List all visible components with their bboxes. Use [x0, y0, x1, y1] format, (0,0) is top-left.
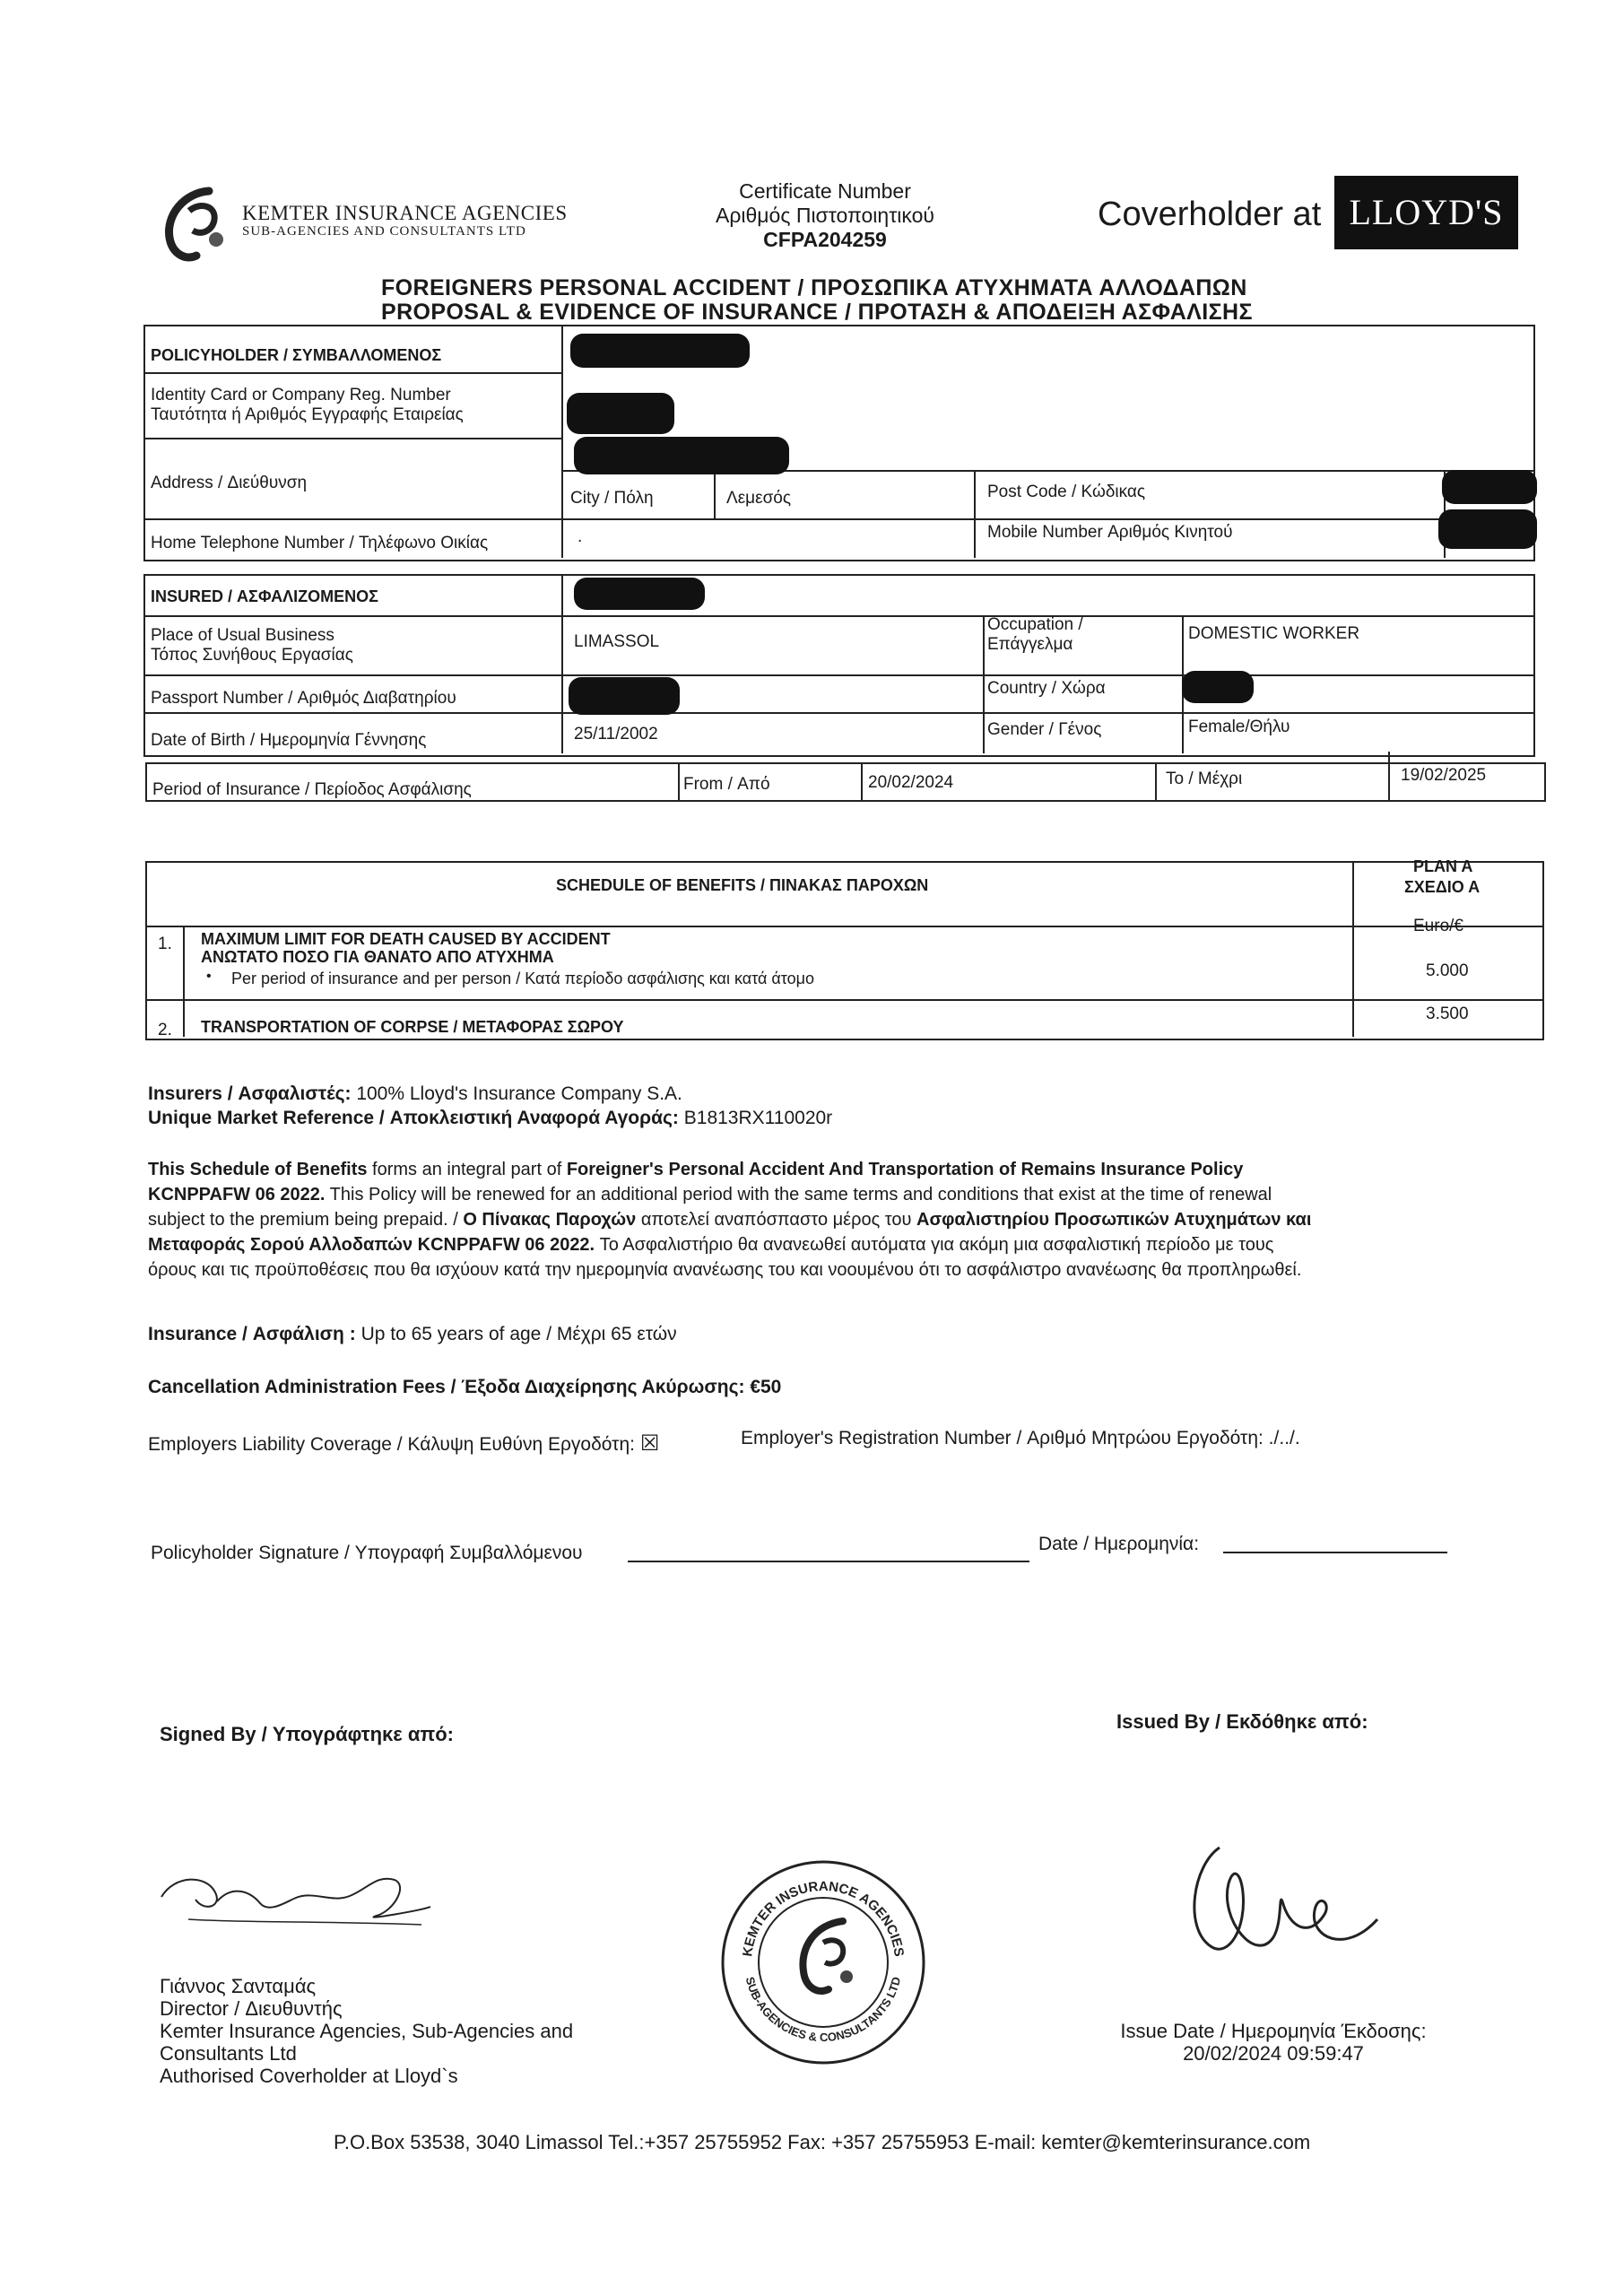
cancellation-fees: Cancellation Administration Fees / Έξοδα Διαχείρησης Ακύρωσης: €50 — [148, 1377, 782, 1397]
schedule-l1c: Foreigner's Personal Accident And Transportation of Remains Insurance Policy — [566, 1160, 1244, 1179]
address-redacted — [574, 437, 789, 474]
issue-date-value: 20/02/2024 09:59:47 — [1183, 2042, 1364, 2065]
schedule-line-3 — [148, 1207, 1547, 1232]
gender-value: Female/Θήλυ — [1188, 718, 1290, 736]
plan-label-2: ΣΧΕΔΙΟ Α — [1404, 878, 1481, 896]
schedule-line-4 — [148, 1232, 1547, 1257]
date-line[interactable] — [1223, 1552, 1447, 1553]
umr-value: B1813RX110020r — [683, 1108, 833, 1128]
postcode-redacted — [1442, 470, 1537, 504]
schedule-l3b: Ο Πίνακας Παροχών — [463, 1210, 637, 1230]
benefit-row-1-line2: ΑΝΩΤΑΤΟ ΠΟΣΟ ΓΙΑ ΘΑΝΑΤΟ ΑΠΟ ΑΤΥΧΗΜΑ — [201, 948, 554, 966]
certificate-number: CFPA204259 — [763, 228, 887, 251]
place-value: LIMASSOL — [574, 632, 660, 651]
dob-label: Date of Birth / Ημερομηνία Γέννησης — [151, 731, 427, 750]
from-label: From / Από — [683, 775, 770, 794]
issue-date-label: Issue Date / Ημερομηνία Έκδοσης: — [1120, 2020, 1427, 2042]
signatory-company-1: Kemter Insurance Agencies, Sub-Agencies and — [160, 2020, 574, 2042]
benefit-row-1-bullet: Per period of insurance and per person / Κατά περίοδο ασφάλισης και κατά άτομο — [231, 970, 815, 987]
policyholder-name-redacted — [570, 334, 750, 368]
policyholder-heading: POLICYHOLDER / ΣΥΜΒΑΛΛΟΜΕΝΟΣ — [151, 346, 442, 364]
home-tel-value: . — [578, 527, 583, 546]
insurers-line — [148, 1082, 682, 1107]
insurance-value: Up to 65 years of age / Μέχρι 65 ετών — [360, 1324, 677, 1344]
insurance-label: Insurance / Ασφάλιση : — [148, 1324, 356, 1344]
employers-liability-line — [148, 1431, 659, 1457]
policyholder-signature-label: Policyholder Signature / Υπογραφή Συμβαλλόμενου — [151, 1543, 583, 1563]
signatory-company-2: Consultants Ltd — [160, 2042, 297, 2065]
insurers-value: 100% Lloyd's Insurance Company S.A. — [356, 1083, 682, 1104]
schedule-l2a: KCNPPAFW 06 2022. — [148, 1185, 326, 1205]
insured-name-redacted — [574, 578, 705, 610]
country-label: Country / Χώρα — [987, 679, 1106, 698]
signatory-block — [160, 1975, 573, 2087]
passport-redacted — [569, 677, 680, 715]
passport-label: Passport Number / Αριθμός Διαβατηρίου — [151, 689, 456, 708]
occupation-value: DOMESTIC WORKER — [1188, 624, 1360, 643]
certificate-label-gr: Αριθμός Πιστοποιητικού — [715, 204, 934, 227]
employer-registration: Employer's Registration Number / Αριθμό Μητρώου Εργοδότη: ./../. — [741, 1428, 1300, 1448]
schedule-l3a: subject to the premium being prepaid. / — [148, 1210, 464, 1230]
schedule-l2b: This Policy will be renewed for an additional period with the same terms and conditions that exist at the time of renewal — [325, 1185, 1272, 1205]
place-label-2: Τόπος Συνήθους Εργασίας — [151, 646, 353, 665]
document-title-2: PROPOSAL & EVIDENCE OF INSURANCE / ΠΡΟΤΑΣΗ & ΑΠΟΔΕΙΞΗ ΑΣΦΑΛΙΣΗΣ — [381, 300, 1253, 325]
logo-icon — [157, 184, 229, 265]
schedule-l4a: Μεταφοράς Σορού Αλλοδαπών KCNPPAFW 06 2022. — [148, 1235, 595, 1255]
benefits-heading: SCHEDULE OF BENEFITS / ΠΙΝΑΚΑΣ ΠΑΡΟΧΩΝ — [556, 876, 929, 894]
benefit-row-2-line1: TRANSPORTATION OF CORPSE / ΜΕΤΑΦΟΡΑΣ ΣΩΡΟΥ — [201, 1018, 624, 1036]
from-value: 20/02/2024 — [868, 773, 954, 792]
lloyds-logo — [1334, 176, 1518, 249]
document-title-1: FOREIGNERS PERSONAL ACCIDENT / ΠΡΟΣΩΠΙΚΑ ΑΤΥΧΗΜΑΤΑ ΑΛΛΟΔΑΠΩΝ — [381, 275, 1247, 300]
id-number-redacted — [567, 393, 674, 434]
period-label: Period of Insurance / Περίοδος Ασφάλισης — [152, 780, 472, 799]
postcode-label: Post Code / Κώδικας — [987, 483, 1146, 501]
signatory-name: Γιάννος Σανταμάς — [160, 1975, 317, 1997]
company-subtitle: SUB-AGENCIES AND CONSULTANTS LTD — [242, 224, 526, 239]
schedule-l3c: αποτελεί αναπόσπαστο μέρος του — [636, 1210, 916, 1230]
lloyds-logo-text: LLOYD'S — [1349, 192, 1504, 232]
policyholder-signature-line[interactable] — [628, 1561, 1029, 1562]
insured-heading: INSURED / ΑΣΦΑΛΙΖΟΜΕΝΟΣ — [151, 587, 378, 605]
signatory-authorised: Authorised Coverholder at Lloyd`s — [160, 2065, 458, 2087]
occupation-label-2: Επάγγελμα — [987, 635, 1073, 654]
id-label-2: Ταυτότητα ή Αριθμός Εγγραφής Εταιρείας — [151, 405, 464, 424]
issue-date-block — [1085, 2020, 1462, 2065]
plan-label-1: PLAN A — [1413, 857, 1473, 875]
benefit-row-1-bullet-dot: • — [206, 969, 212, 984]
mobile-redacted — [1438, 509, 1537, 549]
country-redacted — [1182, 671, 1254, 703]
umr-label: Unique Market Reference / Αποκλειστική Αναφορά Αγοράς: — [148, 1108, 679, 1128]
signed-by-label: Signed By / Υπογράφτηκε από: — [160, 1723, 454, 1745]
umr-line — [148, 1106, 832, 1131]
signature-scribble — [152, 1848, 439, 1946]
home-tel-label: Home Telephone Number / Τηλέφωνο Οικίας — [151, 534, 489, 552]
benefit-row-2-value: 3.500 — [1426, 1004, 1469, 1023]
address-label: Address / Διεύθυνση — [151, 474, 308, 492]
company-stamp — [717, 1857, 929, 2068]
footer-contact: P.O.Box 53538, 3040 Limassol Tel.:+357 25755952 Fax: +357 25755953 E-mail: kemter@kemterinsurance.com — [334, 2131, 1311, 2153]
benefit-row-1-value: 5.000 — [1426, 961, 1469, 980]
issued-by-label: Issued By / Εκδόθηκε από: — [1116, 1710, 1368, 1733]
director-signature — [152, 1848, 439, 1946]
employers-liability-label: Employers Liability Coverage / Κάλυψη Ευθύνη Εργοδότη: — [148, 1434, 635, 1455]
certificate-block — [682, 179, 968, 252]
coverholder-text: Coverholder at — [1098, 196, 1322, 233]
date-label: Date / Ημερομηνία: — [1038, 1534, 1200, 1554]
dob-value: 25/11/2002 — [574, 725, 658, 744]
schedule-l4b: Το Ασφαλιστήριο θα ανανεωθεί αυτόματα για ακόμη μια ασφαλιστική περίοδο με τους — [595, 1235, 1274, 1255]
to-label: To / Μέχρι — [1166, 770, 1243, 788]
city-label: City / Πόλη — [570, 489, 654, 508]
svg-text:SUB-AGENCIES & CONSULTANTS LTD: SUB-AGENCIES & CONSULTANTS LTD — [743, 1975, 904, 2045]
schedule-paragraph — [148, 1157, 1547, 1283]
schedule-l3d: Ασφαλιστηρίου Προσωπικών Ατυχημάτων και — [916, 1210, 1312, 1230]
mobile-label: Mobile Number Αριθμός Κινητού — [987, 523, 1233, 542]
svg-text:KEMTER INSURANCE AGENCIES: KEMTER INSURANCE AGENCIES — [740, 1878, 907, 1958]
schedule-line-1 — [148, 1157, 1547, 1182]
schedule-l1b: forms an integral part of — [367, 1160, 567, 1179]
insurers-label: Insurers / Ασφαλιστές: — [148, 1083, 352, 1104]
gender-label: Gender / Γένος — [987, 720, 1102, 739]
city-value: Λεμεσός — [726, 489, 792, 508]
benefit-row-1-currency: Euro/€ — [1413, 917, 1463, 935]
schedule-l1a: This Schedule of Benefits — [148, 1160, 368, 1179]
issuer-signature — [1166, 1830, 1399, 1991]
certificate-label-en: Certificate Number — [739, 179, 911, 203]
benefit-row-2-num: 2. — [158, 1021, 172, 1039]
to-value: 19/02/2025 — [1401, 766, 1487, 785]
schedule-line-5: όρους και τις προϋποθέσεις που θα ισχύουν κατά την ημερομηνία ανανέωσης του και νοουμένου ότι το ασφάλιστρο ανανέωσης θα προπληρωθεί. — [148, 1260, 1302, 1280]
benefit-row-1-num: 1. — [158, 935, 172, 953]
employers-liability-checkbox[interactable]: ☒ — [639, 1431, 660, 1456]
id-label-1: Identity Card or Company Reg. Number — [151, 386, 451, 404]
issuer-signature-scribble — [1166, 1830, 1399, 1991]
place-label-1: Place of Usual Business — [151, 626, 334, 645]
schedule-line-2 — [148, 1182, 1547, 1207]
occupation-label-1: Occupation / — [987, 615, 1083, 634]
signatory-title: Director / Διευθυντής — [160, 1997, 343, 2020]
company-logo — [157, 184, 229, 265]
company-name: KEMTER INSURANCE AGENCIES — [242, 202, 568, 224]
insurance-age-line — [148, 1322, 677, 1347]
benefit-row-1-line1: MAXIMUM LIMIT FOR DEATH CAUSED BY ACCIDENT — [201, 930, 611, 948]
stamp-seal — [717, 1857, 929, 2068]
